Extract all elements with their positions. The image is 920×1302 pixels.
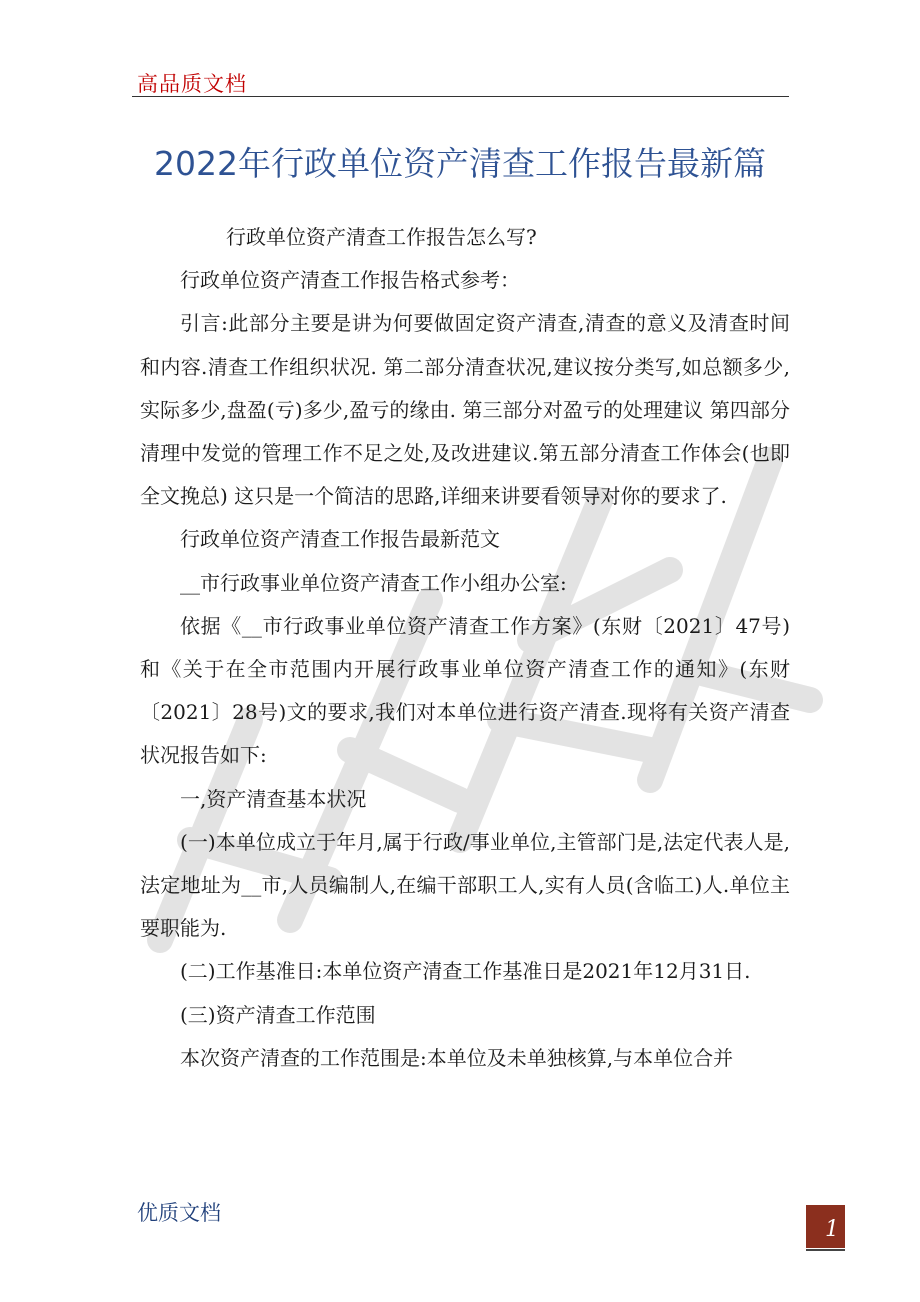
paragraph: 行政单位资产清查工作报告格式参考： (180, 268, 520, 293)
page-number: 1 (825, 1217, 839, 1242)
paragraph: __市行政事业单位资产清查工作小组办公室: (180, 570, 567, 595)
document-title: 2022年行政单位资产清查工作报告最新篇 (154, 144, 766, 183)
paragraph: 行政单位资产清查工作报告最新范文 (180, 527, 500, 552)
page-number-rule (806, 1249, 845, 1251)
header-label: 高品质文档 (137, 72, 247, 96)
paragraph: (一)本单位成立于年月,属于行政/事业单位,主管部门是,法定代表人是,法定地址为__市,人员编制人,在编干部职工人,实有人员(含临工)人.单位主要职能为. (140, 829, 790, 941)
paragraph: 引言:此部分主要是讲为何要做固定资产清查,清查的意义及清查时间和内容.清查工作组织状况. 第二部分清查状况,建议按分类写,如总额多少,实际多少,盘盈(亏)多少,盈亏的缘由. 第三部分对盈亏的处理建议 第四部分清理中发觉的管理工作不足之处,及改进建议.第五部分清查工作体会(也即全文挽总) 这只是一个简洁的思路,详细来讲要看领导对你的要求了. (140, 311, 790, 509)
paragraph: (三)资产清查工作范围 (180, 1002, 376, 1027)
paragraph: 一,资产清查基本状况 (180, 786, 367, 811)
paragraph: 本次资产清查的工作范围是:本单位及未单独核算,与本单位合并 (180, 1045, 734, 1070)
paragraph: 依据《__市行政事业单位资产清查工作方案》(东财〔2021〕47号)和《关于在全市范围内开展行政事业单位资产清查工作的通知》(东财〔2021〕28号)文的要求,我们对本单位进行资产清查.现将有关资产清查状况报告如下: (140, 613, 790, 768)
paragraph: 行政单位资产清查工作报告怎么写? (226, 225, 537, 249)
footer-label: 优质文档 (137, 1201, 221, 1225)
paragraph: (二)工作基准日:本单位资产清查工作基准日是2021年12月31日. (180, 959, 751, 984)
document-body (140, 216, 790, 1080)
header-rule (132, 96, 789, 97)
